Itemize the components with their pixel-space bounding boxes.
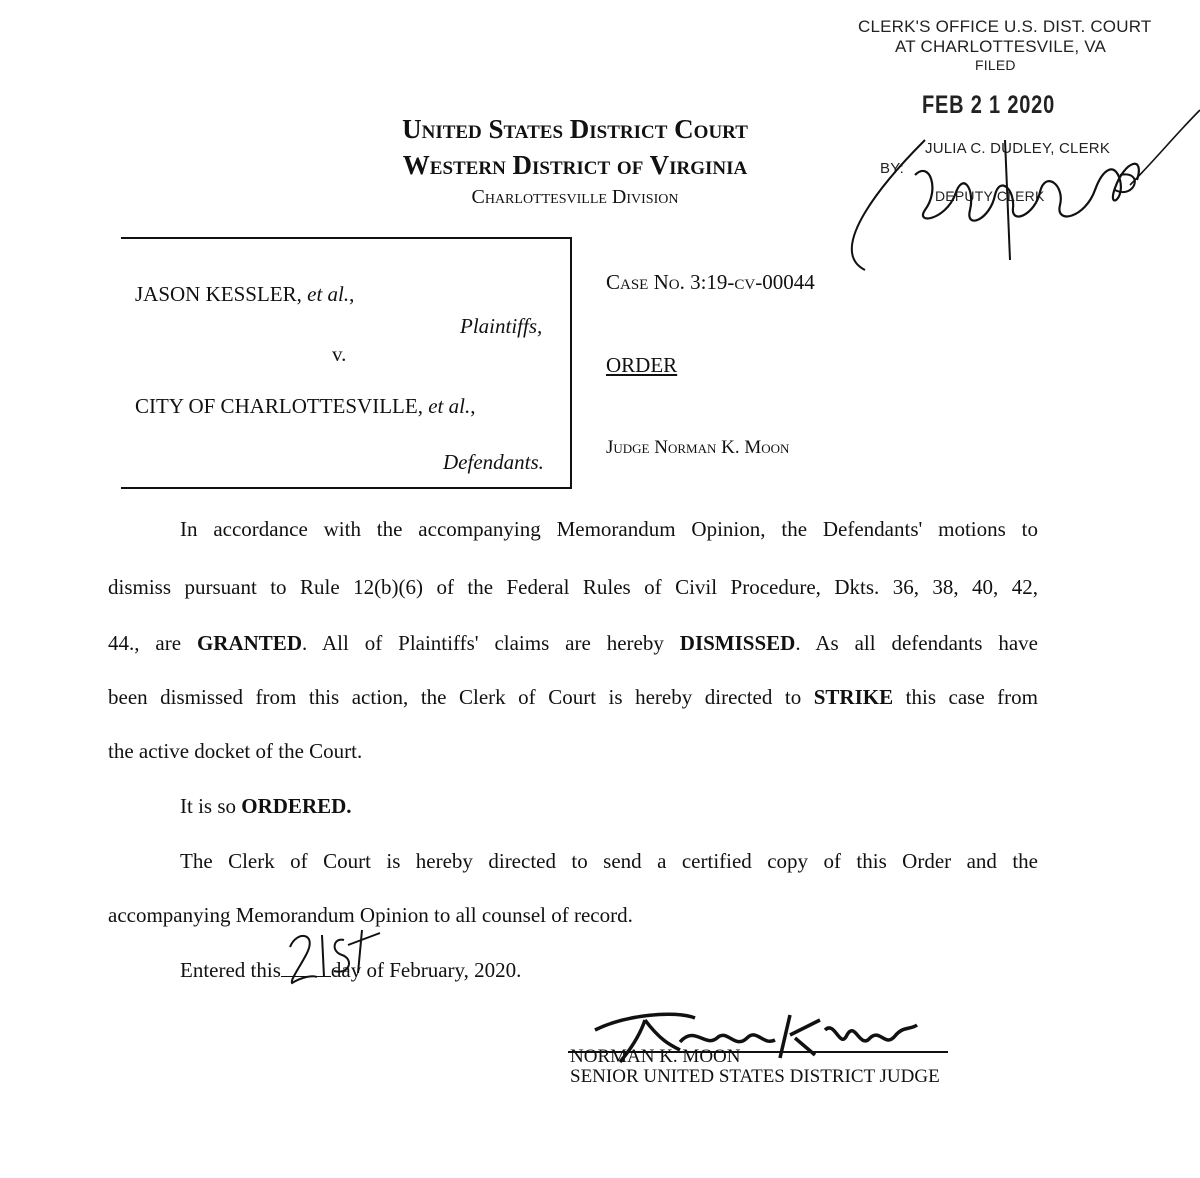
paragraph-3-line-2: accompanying Memorandum Opinion to all counsel of record. <box>108 903 633 927</box>
plaintiff-name-text: JASON KESSLER, <box>135 282 302 306</box>
signer-name: NORMAN K. MOON <box>570 1046 741 1067</box>
defendant-name-text: CITY OF CHARLOTTESVILLE, <box>135 394 423 418</box>
text-segment: been dismissed from this action, the Clerk of Court is hereby directed to <box>108 685 814 709</box>
stamp-office: CLERK'S OFFICE U.S. DIST. COURT <box>858 17 1152 36</box>
judge-name: Judge Norman K. Moon <box>606 437 790 458</box>
text-segment: 44., are <box>108 631 197 655</box>
text-segment: this case from <box>893 685 1038 709</box>
paragraph-1-line-5: the active docket of the Court. <box>108 739 363 763</box>
defendant-etal: et al. <box>428 394 471 418</box>
versus: v. <box>332 342 347 366</box>
strike-emphasis: STRIKE <box>813 685 894 709</box>
paragraph-1-line-2: dismiss pursuant to Rule 12(b)(6) of the Federal Rules of Civil Procedure, Dkts. 36, 38, 40, 42, <box>108 575 1038 599</box>
text-segment: Entered this <box>180 958 281 982</box>
ordered-emphasis: ORDERED. <box>241 794 352 818</box>
document-title: ORDER <box>606 353 678 377</box>
stamp-clerk: JULIA C. DUDLEY, CLERK <box>925 140 1111 157</box>
so-ordered-line <box>180 794 1110 819</box>
stamp-location: AT CHARLOTTESVILE, VA <box>895 37 1107 56</box>
stamp-date: FEB 2 1 2020 <box>922 91 1056 119</box>
defendant-name: CITY OF CHARLOTTESVILLE, et al., <box>135 394 476 418</box>
defendants-label: Defendants. <box>443 450 544 474</box>
stamp-by: BY: <box>880 160 904 177</box>
text-segment: It is so <box>180 794 242 818</box>
plaintiffs-label: Plaintiffs, <box>460 314 543 338</box>
court-name-line1: United States District Court <box>402 114 748 144</box>
paragraph-1-line-3 <box>108 631 1038 656</box>
handwritten-day-icon <box>282 925 392 990</box>
dismissed-emphasis: DISMISSED <box>679 631 796 655</box>
text-segment: . All of Plaintiffs' claims are hereby <box>301 631 680 655</box>
paragraph-3-line-1: The Clerk of Court is hereby directed to send a certified copy of this Order and the <box>180 849 1038 873</box>
plaintiff-etal: et al. <box>307 282 350 306</box>
signer-title: SENIOR UNITED STATES DISTRICT JUDGE <box>570 1066 940 1087</box>
granted-emphasis: GRANTED <box>196 631 302 655</box>
plaintiff-name: JASON KESSLER, et al., <box>135 282 355 306</box>
text-segment: day of February, 2020. <box>330 958 522 982</box>
paragraph-1-line-4 <box>108 685 1038 710</box>
stamp-deputy: DEPUTY CLERK <box>935 188 1045 204</box>
court-division: Charlottesville Division <box>471 186 679 208</box>
text-segment: . As all defendants have <box>795 631 1038 655</box>
court-name-line2: Western District of Virginia <box>402 150 748 180</box>
stamp-status: FILED <box>975 57 1016 73</box>
case-number: Case No. 3:19-cv-00044 <box>606 270 815 294</box>
deputy-signature-icon <box>845 100 1200 280</box>
paragraph-1-line-1: In accordance with the accompanying Memorandum Opinion, the Defendants' motions to <box>180 517 1038 541</box>
